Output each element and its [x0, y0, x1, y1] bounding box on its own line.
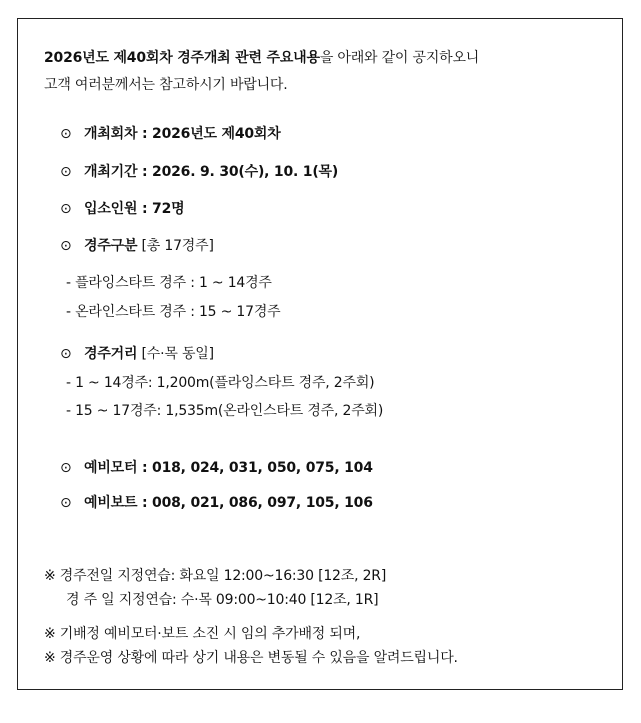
intro-line-2: 고객 여러분께서는 참고하시기 바랍니다. [44, 77, 288, 93]
distance-note: [수·목 동일] [137, 346, 214, 362]
distance-title: 경주거리 [84, 346, 138, 362]
bullet-icon: ⊙ [60, 346, 72, 362]
bullet-icon: ⊙ [60, 126, 72, 142]
item-entrants [60, 199, 184, 219]
item-spare-boat [60, 493, 373, 513]
race-class-line-online: - 온라인스타트 경주 : 15 ~ 17경주 [66, 304, 281, 320]
note-change-notice: ※ 경주운영 상황에 따라 상기 내용은 변동될 수 있음을 알려드립니다. [44, 650, 458, 666]
item-round-text: 개최회차 : 2026년도 제40회차 [84, 126, 281, 142]
bullet-icon: ⊙ [60, 238, 72, 254]
item-distance [60, 344, 214, 364]
item-period-text: 개최기간 : 2026. 9. 30(수), 10. 1(목) [84, 164, 339, 180]
race-class-note: [총 17경주] [137, 238, 214, 254]
distance-line-online: - 15 ~ 17경주: 1,535m(온라인스타트 경주, 2주회) [66, 403, 384, 419]
note-practice-prev-day: ※ 경주전일 지정연습: 화요일 12:00~16:30 [12조, 2R] [44, 568, 387, 584]
note-spare-allocation: ※ 기배정 예비모터·보트 소진 시 임의 추가배정 되며, [44, 626, 361, 642]
intro-rest-text: 을 아래와 같이 공지하오니 [319, 50, 480, 66]
intro-line-1 [44, 48, 479, 68]
item-period [60, 162, 338, 182]
spare-boat-text: 예비보트 : 008, 021, 086, 097, 105, 106 [84, 495, 373, 511]
bullet-icon: ⊙ [60, 495, 72, 511]
race-class-line-flying: - 플라잉스타트 경주 : 1 ~ 14경주 [66, 275, 272, 291]
item-spare-motor [60, 458, 373, 478]
bullet-icon: ⊙ [60, 164, 72, 180]
note-practice-race-day: 경 주 일 지정연습: 수·목 09:00~10:40 [12조, 1R] [66, 592, 379, 608]
item-round [60, 124, 281, 144]
race-class-title: 경주구분 [84, 238, 138, 254]
bullet-icon: ⊙ [60, 460, 72, 476]
intro-bold-text: 2026년도 제40회차 경주개최 관련 주요내용 [44, 50, 320, 66]
item-entrants-text: 입소인원 : 72명 [84, 201, 185, 217]
item-race-class [60, 236, 214, 256]
distance-line-flying: - 1 ~ 14경주: 1,200m(플라잉스타트 경주, 2주회) [66, 375, 375, 391]
bullet-icon: ⊙ [60, 201, 72, 217]
spare-motor-text: 예비모터 : 018, 024, 031, 050, 075, 104 [84, 460, 373, 476]
